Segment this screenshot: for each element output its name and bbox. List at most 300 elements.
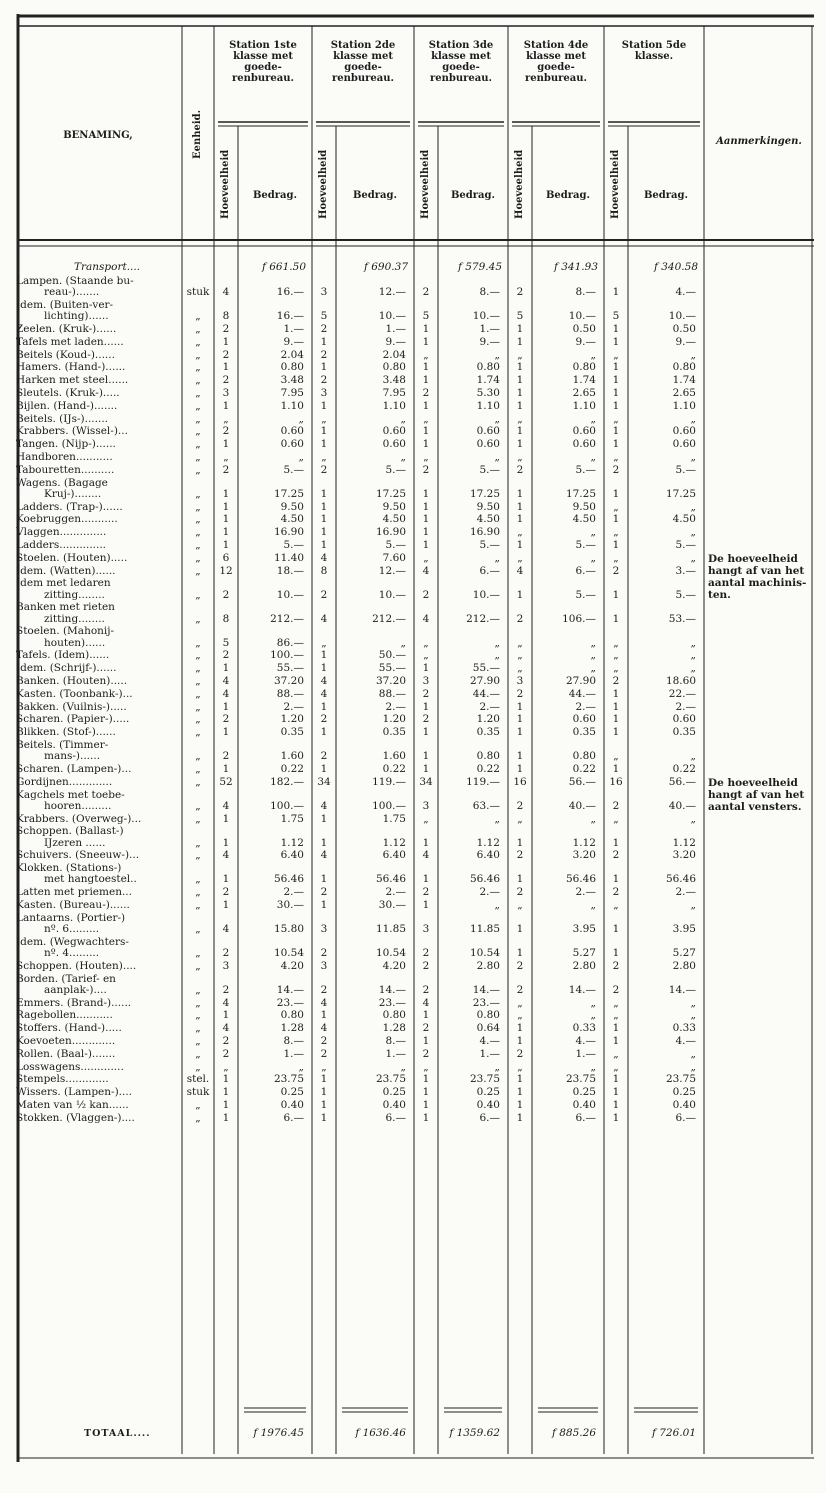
row-hoeveelheid: „ [517,412,523,425]
row-hoeveelheid: 2 [320,463,328,476]
row-hoeveelheid: 2 [222,750,230,763]
row-name: Idem met ledaren [16,577,111,590]
row-bedrag: 2.— [575,700,596,713]
row-name: Koevoeten............. [16,1035,116,1047]
row-bedrag: 10.— [378,310,406,323]
row-bedrag: 6.40 [476,849,500,862]
row-bedrag: 8.— [283,1035,304,1047]
row-hoeveelheid: „ [517,1009,523,1022]
row-hoeveelheid: „ [517,526,523,539]
row-hoeveelheid: 1 [320,873,328,886]
row-name: Tafels. (Idem)...... [16,649,110,662]
row-hoeveelheid: 1 [422,836,430,849]
header-station-4: Station 4de klasse met goede- renbureau. [523,40,589,84]
row-hoeveelheid: 1 [320,438,328,451]
row-bedrag: 8.— [575,286,596,299]
row-hoeveelheid: 1 [222,361,230,374]
row-hoeveelheid: 12 [219,564,233,577]
transport-value: f 690.37 [364,261,408,273]
row-hoeveelheid: 2 [612,564,620,577]
row-unit: „ [195,836,201,849]
row-bedrag: 1.— [385,1047,406,1060]
row-bedrag: 0.40 [476,1099,500,1111]
row-bedrag: 119.— [372,775,406,788]
row-hoeveelheid: 1 [222,513,230,526]
row-bedrag: „ [690,551,696,564]
row-bedrag: 4.20 [280,959,304,972]
row-unit: „ [195,1111,201,1124]
row-bedrag: 0.60 [476,438,500,451]
row-bedrag: „ [400,412,406,425]
row-hoeveelheid: 2 [422,1047,430,1060]
row-hoeveelheid: 1 [422,750,430,763]
row-name: Handboren........... [16,451,113,463]
row-name: met hangtoestel.. [44,873,137,886]
row-hoeveelheid: 2 [422,286,430,299]
row-bedrag: 6.40 [382,849,406,862]
header-benaming: BENAMING, [63,130,133,141]
row-unit: „ [195,310,201,323]
row-hoeveelheid: 1 [516,487,524,500]
row-bedrag: 23.— [276,996,304,1009]
header-bedrag: Bedrag. [352,190,398,201]
row-hoeveelheid: 1 [422,425,430,438]
row-hoeveelheid: 1 [222,335,230,348]
row-name: Maten van ½ kan...... [16,1099,129,1111]
row-hoeveelheid: „ [517,662,523,675]
row-hoeveelheid: 1 [320,335,328,348]
row-hoeveelheid: 1 [320,812,328,825]
row-hoeveelheid: 1 [516,374,524,387]
row-unit: „ [195,726,201,739]
row-hoeveelheid: 1 [612,700,620,713]
row-name: Banken. (Houten)..... [16,675,128,687]
row-unit: „ [195,1099,201,1111]
row-hoeveelheid: 3 [320,923,328,935]
row-hoeveelheid: 4 [422,612,430,625]
row-hoeveelheid: 2 [612,849,620,862]
row-unit: „ [195,713,201,726]
row-bedrag: „ [590,348,596,361]
row-bedrag: 1.10 [572,399,596,412]
row-hoeveelheid: 1 [320,526,328,539]
row-hoeveelheid: „ [613,412,619,425]
row-hoeveelheid: 1 [516,836,524,849]
row-unit: „ [195,763,201,775]
row-hoeveelheid: 4 [320,687,328,700]
row-bedrag: 0.80 [280,361,304,374]
row-hoeveelheid: „ [423,551,429,564]
row-hoeveelheid: „ [223,451,229,463]
row-bedrag: 5.— [479,463,500,476]
row-bedrag: 16.90 [273,526,304,539]
row-hoeveelheid: 1 [422,662,430,675]
row-hoeveelheid: 1 [222,836,230,849]
row-hoeveelheid: 1 [320,361,328,374]
row-hoeveelheid: 16 [513,775,527,788]
row-hoeveelheid: 4 [222,687,230,700]
row-bedrag: „ [590,662,596,675]
row-hoeveelheid: 4 [222,1022,230,1035]
row-hoeveelheid: 1 [612,612,620,625]
header-hoeveelheid: Hoeveelheid [610,149,621,219]
row-hoeveelheid: 2 [320,750,328,763]
row-hoeveelheid: 4 [320,551,328,564]
row-name: Bakken. (Vuilnis-)..... [16,700,127,713]
row-bedrag: 1.10 [382,399,406,412]
row-hoeveelheid: „ [517,996,523,1009]
row-bedrag: 53.— [668,612,696,625]
row-hoeveelheid: „ [321,412,327,425]
row-hoeveelheid: „ [613,899,619,911]
row-bedrag: „ [494,812,500,825]
row-unit: „ [195,1060,201,1073]
row-name: Harken met steel...... [16,374,129,387]
row-bedrag: 6.— [479,1111,500,1124]
row-bedrag: 3.95 [572,923,596,935]
row-hoeveelheid: 4 [422,849,430,862]
row-hoeveelheid: 2 [222,713,230,726]
row-name: Stoffers. (Hand-)..... [16,1022,122,1035]
row-unit: „ [195,899,201,911]
row-hoeveelheid: 8 [222,612,230,625]
row-hoeveelheid: 3 [222,387,230,399]
row-hoeveelheid: „ [613,500,619,513]
row-bedrag: 0.22 [672,763,696,775]
row-bedrag: 182.— [270,775,304,788]
row-hoeveelheid: 1 [320,539,328,551]
row-bedrag: 11.85 [469,923,500,935]
row-unit: „ [195,775,201,788]
row-hoeveelheid: 4 [222,996,230,1009]
row-hoeveelheid: 2 [222,947,230,959]
row-name: Idem. (Watten)...... [16,564,116,577]
row-name: IJzeren ...... [44,836,106,849]
row-bedrag: 0.60 [672,713,696,726]
row-bedrag: 2.— [675,700,696,713]
row-unit: „ [195,335,201,348]
row-name: Stoelen. (Mahonij- [16,625,115,638]
row-bedrag: 11.85 [375,923,406,935]
row-unit: stel. [186,1073,210,1086]
row-bedrag: 4.— [675,286,696,299]
row-bedrag: 0.35 [280,726,304,739]
row-bedrag: „ [590,1060,596,1073]
row-bedrag: 44.— [472,687,500,700]
row-bedrag: „ [400,1060,406,1073]
row-bedrag: 55.— [276,662,304,675]
row-hoeveelheid: 1 [320,1073,328,1086]
row-bedrag: 2.04 [382,348,406,361]
row-hoeveelheid: 1 [320,662,328,675]
row-hoeveelheid: 1 [320,487,328,500]
row-bedrag: 0.60 [672,425,696,438]
row-name: Kasten. (Toonbank-)... [16,687,133,700]
row-hoeveelheid: 4 [320,799,328,812]
row-hoeveelheid: 1 [612,374,620,387]
row-hoeveelheid: 2 [516,687,524,700]
row-bedrag: 0.80 [572,750,596,763]
row-bedrag: 10.— [472,588,500,601]
row-hoeveelheid: 3 [422,675,430,687]
row-hoeveelheid: 1 [612,763,620,775]
row-hoeveelheid: 1 [422,763,430,775]
row-hoeveelheid: 2 [612,983,620,996]
row-unit: „ [195,812,201,825]
row-bedrag: 0.33 [572,1022,596,1035]
row-bedrag: 1.74 [572,374,596,387]
row-bedrag: 1.60 [382,750,406,763]
row-hoeveelheid: 2 [222,983,230,996]
row-bedrag: 1.60 [280,750,304,763]
row-bedrag: 0.80 [382,361,406,374]
row-bedrag: 23.— [378,996,406,1009]
row-bedrag: 9.50 [572,500,596,513]
row-hoeveelheid: 1 [320,1099,328,1111]
row-bedrag: 0.35 [476,726,500,739]
row-name: Kasten. (Bureau-)...... [16,899,130,911]
row-bedrag: 1.10 [476,399,500,412]
row-bedrag: „ [590,1009,596,1022]
row-bedrag: 14.— [378,983,406,996]
row-hoeveelheid: 2 [320,588,328,601]
row-name: zitting........ [44,612,105,625]
row-unit: „ [195,636,201,649]
row-unit: „ [195,675,201,687]
row-name: nº. 6......... [44,923,100,935]
row-hoeveelheid: 1 [612,539,620,551]
row-bedrag: 6.— [385,1111,406,1124]
row-bedrag: „ [400,636,406,649]
row-hoeveelheid: 3 [422,799,430,812]
row-bedrag: 5.— [575,539,596,551]
row-bedrag: 9.— [575,335,596,348]
row-bedrag: 2.04 [280,348,304,361]
header-bedrag: Bedrag. [545,190,591,201]
row-hoeveelheid: 1 [612,1073,620,1086]
row-bedrag: 212.— [270,612,304,625]
row-unit: „ [195,1035,201,1047]
row-hoeveelheid: 1 [422,513,430,526]
row-bedrag: 9.50 [476,500,500,513]
row-hoeveelheid: 2 [320,886,328,899]
row-bedrag: 0.22 [280,763,304,775]
transport-value: f 579.45 [458,261,502,273]
row-unit: stuk [186,286,210,299]
row-bedrag: 18.60 [665,675,696,687]
row-hoeveelheid: 2 [612,799,620,812]
total-value: f 1359.62 [449,1427,500,1439]
row-bedrag: 2.— [385,700,406,713]
row-hoeveelheid: 1 [612,588,620,601]
row-bedrag: „ [400,451,406,463]
row-bedrag: 14.— [568,983,596,996]
row-bedrag: 16.90 [375,526,406,539]
row-bedrag: 6.— [575,564,596,577]
row-bedrag: 5.— [385,539,406,551]
transport-label: Transport.... [74,261,141,273]
row-unit: „ [195,662,201,675]
row-hoeveelheid: 1 [516,438,524,451]
row-hoeveelheid: 1 [222,500,230,513]
row-hoeveelheid: 1 [516,588,524,601]
row-bedrag: 88.— [276,687,304,700]
row-name: mans-)...... [44,750,101,763]
row-name: Idem. (Buiten-ver- [16,299,114,311]
row-bedrag: 23.75 [273,1073,304,1086]
row-unit: „ [195,323,201,335]
row-bedrag: 22.— [668,687,696,700]
row-hoeveelheid: 2 [516,959,524,972]
row-hoeveelheid: 1 [222,1099,230,1111]
row-bedrag: 16.90 [469,526,500,539]
row-hoeveelheid: 1 [222,526,230,539]
row-name: Sleutels. (Kruk-)..... [16,387,120,399]
row-bedrag: 1.74 [476,374,500,387]
row-bedrag: „ [690,1009,696,1022]
row-bedrag: 0.50 [572,323,596,335]
row-hoeveelheid: 8 [222,310,230,323]
row-hoeveelheid: 1 [516,1099,524,1111]
row-bedrag: 0.60 [572,425,596,438]
row-bedrag: 0.60 [572,713,596,726]
row-bedrag: 8.— [479,286,500,299]
row-hoeveelheid: 1 [422,899,430,911]
row-name: houten)...... [44,636,106,649]
row-unit: „ [195,564,201,577]
row-name: Stokken. (Vlaggen-).... [16,1111,135,1124]
row-hoeveelheid: 4 [320,996,328,1009]
row-bedrag: 100.— [270,649,304,662]
row-name: Schuivers. (Sneeuw-)... [16,849,140,862]
row-bedrag: 37.20 [273,675,304,687]
row-bedrag: 0.40 [672,1099,696,1111]
row-hoeveelheid: „ [423,649,429,662]
row-hoeveelheid: 2 [320,983,328,996]
row-hoeveelheid: 1 [222,487,230,500]
row-unit: „ [195,1047,201,1060]
row-hoeveelheid: 2 [222,886,230,899]
row-bedrag: 1.12 [572,836,596,849]
row-bedrag: 1.75 [280,812,304,825]
row-bedrag: 10.— [378,588,406,601]
header-hoeveelheid: Hoeveelheid [420,149,431,219]
row-bedrag: 1.— [479,323,500,335]
row-hoeveelheid: 3 [422,923,430,935]
total-value: f 1976.45 [253,1427,304,1439]
row-unit: „ [195,387,201,399]
row-hoeveelheid: 8 [320,564,328,577]
row-name: Ladders.............. [16,539,107,551]
row-hoeveelheid: 3 [222,959,230,972]
row-bedrag: 1.12 [672,836,696,849]
row-bedrag: 0.80 [382,1009,406,1022]
transport-value: f 340.58 [654,261,698,273]
row-unit: „ [195,873,201,886]
row-hoeveelheid: „ [423,348,429,361]
row-hoeveelheid: 1 [320,700,328,713]
row-name: Klokken. (Stations-) [16,862,122,875]
row-bedrag: 9.— [385,335,406,348]
row-hoeveelheid: 2 [422,947,430,959]
row-hoeveelheid: 1 [422,374,430,387]
header-bedrag: Bedrag. [643,190,689,201]
row-bedrag: 6.— [283,1111,304,1124]
row-unit: „ [195,451,201,463]
row-bedrag: 5.— [675,588,696,601]
row-hoeveelheid: 1 [422,700,430,713]
row-unit: „ [195,513,201,526]
header-eenheid: Eenheid. [192,109,203,159]
row-bedrag: 15.80 [273,923,304,935]
row-hoeveelheid: „ [223,1060,229,1073]
row-bedrag: 2.65 [572,387,596,399]
row-hoeveelheid: 2 [222,588,230,601]
row-bedrag: 56.— [568,775,596,788]
row-bedrag: 5.— [675,463,696,476]
row-hoeveelheid: „ [613,812,619,825]
row-hoeveelheid: 4 [320,849,328,862]
row-name: Beitels. (IJs-)....... [16,412,108,425]
row-bedrag: 4.— [675,1035,696,1047]
row-hoeveelheid: 2 [422,588,430,601]
row-bedrag: 0.64 [476,1022,500,1035]
row-bedrag: 10.— [276,588,304,601]
row-hoeveelheid: 1 [222,399,230,412]
row-unit: „ [195,983,201,996]
row-unit: „ [195,700,201,713]
row-bedrag: „ [590,812,596,825]
row-name: Schoppen. (Ballast-) [16,825,124,838]
row-hoeveelheid: 1 [222,662,230,675]
row-bedrag: 88.— [378,687,406,700]
row-hoeveelheid: 1 [516,425,524,438]
row-hoeveelheid: 2 [516,286,524,299]
row-hoeveelheid: 1 [422,1111,430,1124]
row-bedrag: 5.— [283,539,304,551]
row-hoeveelheid: 1 [612,1022,620,1035]
row-hoeveelheid: 1 [422,361,430,374]
row-hoeveelheid: 2 [422,463,430,476]
row-bedrag: „ [590,412,596,425]
row-name: nº. 4......... [44,947,100,959]
row-bedrag: 17.25 [565,487,596,500]
row-name: zitting........ [44,588,105,601]
row-bedrag: 100.— [270,799,304,812]
header-hoeveelheid: Hoeveelheid [220,149,231,219]
row-hoeveelheid: „ [423,412,429,425]
row-bedrag: 3.20 [672,849,696,862]
row-name: Krabbers. (Wissel-)... [16,425,128,438]
row-hoeveelheid: 1 [516,323,524,335]
row-bedrag: 27.90 [565,675,596,687]
row-bedrag: „ [494,1060,500,1073]
row-bedrag: 212.— [372,612,406,625]
row-hoeveelheid: 1 [422,1035,430,1047]
row-bedrag: „ [298,412,304,425]
row-hoeveelheid: 2 [222,1047,230,1060]
row-hoeveelheid: 1 [612,513,620,526]
row-bedrag: „ [690,750,696,763]
row-bedrag: 2.65 [672,387,696,399]
row-unit: „ [195,923,201,935]
row-hoeveelheid: „ [613,451,619,463]
row-unit: „ [195,996,201,1009]
row-hoeveelheid: 4 [222,675,230,687]
row-bedrag: „ [690,899,696,911]
row-hoeveelheid: 1 [516,1086,524,1099]
row-bedrag: 37.20 [375,675,406,687]
